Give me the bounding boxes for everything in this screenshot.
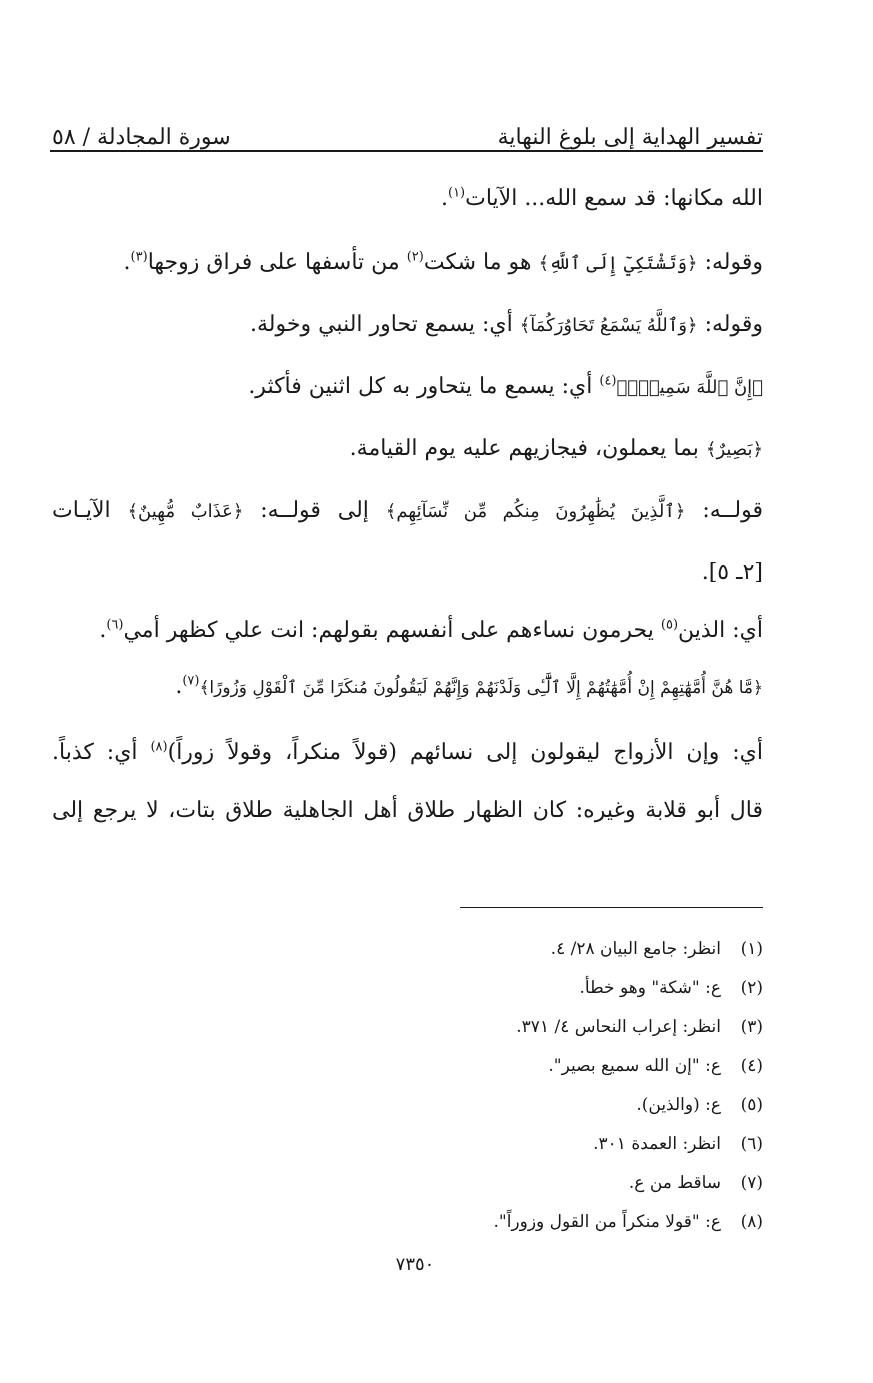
footnote-ref: (٣) [130, 249, 148, 265]
quran-verse: ﴿ٱلَّذِينَ يُظَٰهِرُونَ مِنكُم مِّن نِّسَآئِهِم﴾ [385, 501, 686, 522]
text-line-8: أي: الذين$^{(٥)}$ يحرمون نساءهم على أنفسهم بقولهم: انت علي كظهر أمي$^{(٦)}$. [99, 617, 763, 643]
book-title: تفسير الهداية إلى بلوغ النهاية [497, 125, 763, 150]
footnote-number: (١) [740, 939, 763, 959]
quran-verse: ﴿عَذَابٌ مُّهِينٌ﴾ [127, 501, 244, 522]
running-header [52, 108, 763, 150]
text-line-1: الله مكانها: قد سمع الله... الآيات$^{(١)}$. [440, 185, 763, 211]
footnote-number: (٣) [740, 1017, 763, 1037]
text-line-4: ﴿إِنَّ ٱللَّهَ سَمِيعٌۢ﴾$^{(٤)}$ أي: يسمع ما يتحاور به كل اثنين فأكثر. [248, 373, 763, 399]
text-line-10: أي: وإن الأزواج ليقولون إلى نسائهم (قولاً منكراً، وقولاً زوراً)$^{(٨)}$ أي: كذباً. [52, 739, 764, 765]
footnote [343, 1047, 763, 1086]
footnote-ref: (٤) [599, 373, 617, 389]
text-line-11: قال أبو قلابة وغيره: كان الظهار طلاق أهل الجاهلية طلاق بتات، لا يرجع إلى [52, 798, 764, 823]
footnote [343, 1008, 763, 1047]
header-divider [50, 150, 763, 152]
text-line-5: ﴿بَصِيرٌ﴾ بما يعملون، فيجازيهم عليه يوم القيامة. [349, 436, 763, 461]
footnote [343, 1164, 763, 1203]
quran-verse: ﴿مَّا هُنَّ أُمَّهَٰتِهِمْ إِنْ أُمَّهَٰتُهُمْ إِلَّا ٱلَّٰٓـِٔى وَلَدْنَهُمْ وَإِنَّهُمْ لَيَقُولُونَ مُنكَرًا مِّنَ ٱلْقَوْلِ وَزُورًا﴾ [199, 678, 763, 698]
footnote-ref: (٦) [106, 617, 124, 633]
footnote-text: ع: "إن الله سميع بصير". [548, 1056, 721, 1076]
text-line-3: وقوله: ﴿وَٱللَّهُ يَسْمَعُ تَحَاوُرَكُمَآ﴾ أي: يسمع تحاور النبي وخولة. [250, 312, 763, 337]
footnote-ref: (٥) [660, 617, 679, 633]
footnote-number: (٧) [740, 1173, 763, 1193]
footnote-number: (٨) [740, 1212, 763, 1232]
text-line-6: قولــه: ﴿ٱلَّذِينَ يُظَٰهِرُونَ مِنكُم مِّن نِّسَآئِهِم﴾ إلى قولــه: ﴿عَذَابٌ مُّهِينٌ﴾ الآيـات [52, 498, 763, 523]
footnote-number: (٤) [740, 1056, 763, 1076]
quran-verse: ﴿وَٱللَّهُ يَسْمَعُ تَحَاوُرَكُمَآ﴾ [519, 315, 698, 336]
footnote-text: ع: (والذين). [636, 1095, 721, 1115]
text-line-2: وقوله: ﴿وَتَشْتَكِيٓ إِلَى ٱللَّهِ﴾ هو ما شكت$^{(٢)}$ من تأسفها على فراق زوجها$^{(٣)}$. [123, 249, 763, 275]
footnote-ref: (٨) [150, 739, 168, 755]
page-number: ٧٣٥٠ [395, 1254, 435, 1275]
footnote-divider [460, 907, 763, 908]
footnote-ref: (٢) [406, 249, 424, 265]
quran-verse: ﴿إِنَّ ٱللَّهَ سَمِيعٌۢ﴾ [616, 377, 763, 398]
footnote-number: (٦) [740, 1134, 763, 1154]
verse-range: [٢ـ ٥]. [701, 560, 763, 585]
footnote-ref: (٧) [182, 673, 200, 689]
footnote-text: انظر: العمدة ٣٠١. [593, 1134, 721, 1154]
footnote-text: انظر: جامع البيان ٢٨/ ٤. [550, 939, 721, 959]
footnotes [343, 930, 763, 1242]
footnote [343, 969, 763, 1008]
surah-title: سورة المجادلة / ٥٨ [52, 125, 231, 150]
footnote-ref: (١) [447, 185, 466, 201]
footnote-text: ع: "قولا منكراً من القول وزوراً". [493, 1212, 721, 1232]
footnote [343, 930, 763, 969]
footnote-text: ع: "شكة" وهو خطأ. [579, 978, 721, 998]
footnote-number: (٢) [740, 978, 763, 998]
quran-verse: ﴿وَتَشْتَكِيٓ إِلَى ٱللَّهِ﴾ [538, 253, 698, 274]
footnote-number: (٥) [740, 1095, 763, 1115]
footnote-text: ساقط من ع. [628, 1173, 721, 1193]
quran-verse: ﴿بَصِيرٌ﴾ [705, 439, 763, 460]
text-line-9: ﴿مَّا هُنَّ أُمَّهَٰتِهِمْ إِنْ أُمَّهَٰتُهُمْ إِلَّا ٱلَّٰٓـِٔى وَلَدْنَهُمْ وَإِنَّهُمْ لَيَقُولُونَ مُنكَرًا مِّنَ ٱلْقَوْلِ وَزُورًا﴾$^{(٧)}$. [175, 673, 763, 699]
footnote [343, 1125, 763, 1164]
footnote [343, 1203, 763, 1242]
footnote [343, 1086, 763, 1125]
footnote-text: انظر: إعراب النحاس ٤/ ٣٧١. [516, 1017, 721, 1037]
